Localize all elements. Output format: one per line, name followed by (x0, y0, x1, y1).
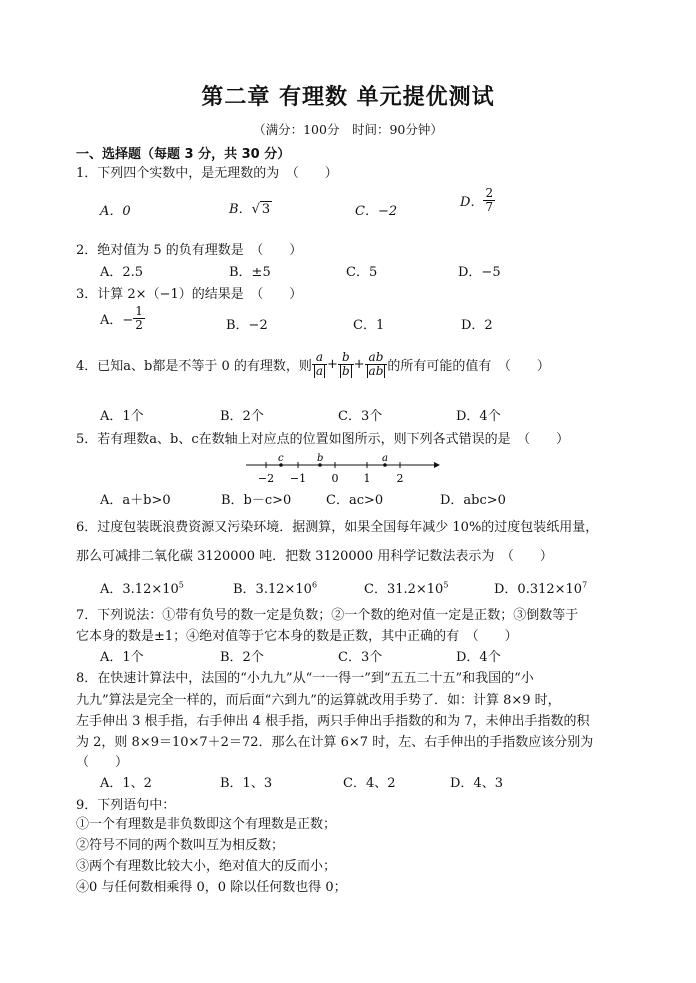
question-6-line-1: 6．过度包装既浪费资源又污染环境．据测算，如果全国每年减少 10%的过度包装纸用量， (76, 520, 599, 535)
q4-option-a: A．1个 (100, 409, 144, 424)
page-subtitle: （满分：100分 时间：90分钟） (253, 122, 443, 137)
question-9-stem: 9．下列语句中： (76, 798, 176, 813)
q3-option-b: B．−2 (226, 318, 268, 333)
q4-stem-after: 的所有可能的值有 （ ） (387, 359, 550, 375)
q5-option-c: C．ac>0 (326, 493, 384, 508)
q9-statement-1: ①一个有理数是非负数即这个有理数是正数； (76, 817, 337, 832)
question-7-line-2: 它本身的数是±1；④绝对值等于它本身的数是正数，其中正确的有 （ ） (76, 629, 518, 644)
exponent: 6 (311, 580, 318, 590)
q6-option-a (100, 578, 184, 597)
q4-fraction-ab (365, 351, 388, 378)
exponent: 5 (178, 580, 184, 590)
fraction-denominator: b (341, 364, 350, 379)
tick-label: 0 (331, 472, 339, 485)
q1-option-c: C．−2 (355, 204, 398, 219)
question-8-line-4: 为 2，则 8×9＝10×7＋2＝72．那么在计算 6×7 时，左、右手伸出的手指数应该分别为 (76, 735, 594, 750)
question-3-stem: 3．计算 2×（−1）的结果是 （ ） (76, 287, 303, 302)
q1-option-d-fraction (483, 187, 495, 214)
fraction-denominator: a (315, 364, 324, 379)
fraction-numerator: 1 (135, 304, 143, 318)
exponent: 7 (582, 580, 588, 590)
question-4-stem (76, 351, 550, 378)
q6-option-d (494, 578, 587, 597)
q2-option-d: D．−5 (458, 265, 501, 280)
question-7-line-1: 7．下列说法：①带有负号的数一定是负数；②一个数的绝对值一定是正数；③倒数等于 (76, 608, 579, 623)
q2-option-b: B．±5 (229, 265, 271, 280)
plus-sign: + (353, 357, 365, 373)
question-1-stem: 1．下列四个实数中，是无理数的为 （ ） (76, 166, 338, 181)
point-label-a: a (382, 453, 388, 464)
q3-option-a-prefix: A．− (100, 313, 134, 329)
q9-statement-2: ②符号不同的两个数叫互为相反数； (76, 838, 285, 853)
q8-option-a: A．1、2 (100, 776, 152, 791)
q7-option-d: D．4个 (456, 650, 501, 665)
question-8-line-3: 左手伸出 3 根手指，右手伸出 4 根手指，两只手伸出手指数的和为 7，未伸出手指数的积 (76, 714, 590, 729)
q1-option-a: A．0 (100, 204, 131, 219)
q4-fraction-b (338, 351, 354, 378)
page-title: 第二章 有理数 单元提优测试 (201, 85, 495, 110)
point-label-c: c (278, 453, 284, 464)
q6-option-b-base: B．3.12×10 (233, 582, 312, 597)
q4-stem-before: 4．已知a、b都是不等于 0 的有理数，则 (76, 359, 312, 375)
sqrt-symbol: √ 3 (251, 202, 271, 217)
q8-option-c: C．4、2 (343, 776, 396, 791)
q6-option-b (233, 578, 317, 597)
q4-option-c: C．3个 (338, 409, 383, 424)
q7-option-a: A．1个 (100, 650, 144, 665)
fraction-numerator: 2 (485, 186, 494, 200)
tick-label: −2 (257, 472, 275, 485)
q6-option-d-base: D．0.312×10 (494, 582, 583, 597)
tick-label: 2 (396, 472, 404, 485)
q2-option-c: C．5 (346, 265, 378, 280)
question-8-line-1: 8．在快速计算法中，法国的“小九九”从“一一得一”到“五五二十五”和我国的“小 (76, 671, 534, 686)
q3-option-a-fraction (133, 305, 145, 332)
number-line-figure (244, 452, 440, 488)
point-label-b: b (317, 453, 324, 464)
q9-statement-4: ④0 与任何数相乘得 0，0 除以任何数也得 0； (76, 880, 347, 895)
q6-option-a-base: A．3.12×10 (100, 582, 179, 597)
q2-option-a: A．2.5 (100, 265, 144, 280)
arrow-head-icon (434, 462, 440, 468)
q9-statement-3: ③两个有理数比较大小，绝对值大的反而小； (76, 859, 337, 874)
q5-option-a: A．a＋b>0 (100, 493, 171, 508)
q8-option-b: B．1、3 (220, 776, 273, 791)
section-heading: 一、选择题（每题 3 分，共 30 分） (76, 147, 291, 162)
question-6-line-2: 那么可减排二氧化碳 3120000 吨．把数 3120000 用科学记数法表示为 （ ） (76, 549, 553, 564)
q1-option-b (229, 198, 272, 217)
q1-option-d (460, 187, 495, 214)
q3-option-d: D．2 (461, 318, 493, 333)
fraction-denominator: ab (368, 364, 384, 379)
question-8-line-5: （ ） (76, 755, 129, 770)
question-8-line-2: 九九”算法是完全一样的，而后面“六到九”的运算就改用手势了．如：计算 8×9 时， (76, 693, 561, 708)
fraction-denominator: 7 (485, 200, 494, 215)
q5-option-d: D．abc>0 (440, 493, 506, 508)
q3-option-a (100, 305, 145, 332)
q7-option-b: B．2个 (220, 650, 264, 665)
q1-option-b-prefix: B． (229, 202, 252, 217)
q4-option-b: B．2个 (220, 409, 264, 424)
q1-option-d-prefix: D． (460, 195, 484, 211)
fraction-numerator: ab (365, 351, 388, 365)
q4-option-d: D．4个 (456, 409, 501, 424)
tick-label: −1 (289, 472, 307, 485)
question-2-stem: 2．绝对值为 5 的负有理数是 （ ） (76, 243, 303, 258)
q3-option-c: C．1 (353, 318, 385, 333)
fraction-denominator: 2 (135, 318, 143, 333)
q4-fraction-a (312, 351, 327, 378)
exponent: 5 (443, 580, 449, 590)
tick-label: 1 (363, 472, 371, 485)
q8-option-d: D．4、3 (450, 776, 503, 791)
fraction-numerator: b (338, 351, 354, 365)
q1-option-b-radicand: 3 (261, 202, 271, 217)
q5-option-b: B．b－c>0 (221, 493, 292, 508)
q6-option-c-base: C．31.2×10 (364, 582, 444, 597)
plus-sign: + (327, 357, 338, 373)
question-5-stem: 5．若有理数a、b、c在数轴上对应点的位置如图所示，则下列各式错误的是 （ ） (76, 432, 570, 447)
fraction-numerator: a (312, 351, 327, 365)
q6-option-c (364, 578, 448, 597)
q7-option-c: C．3个 (338, 650, 383, 665)
